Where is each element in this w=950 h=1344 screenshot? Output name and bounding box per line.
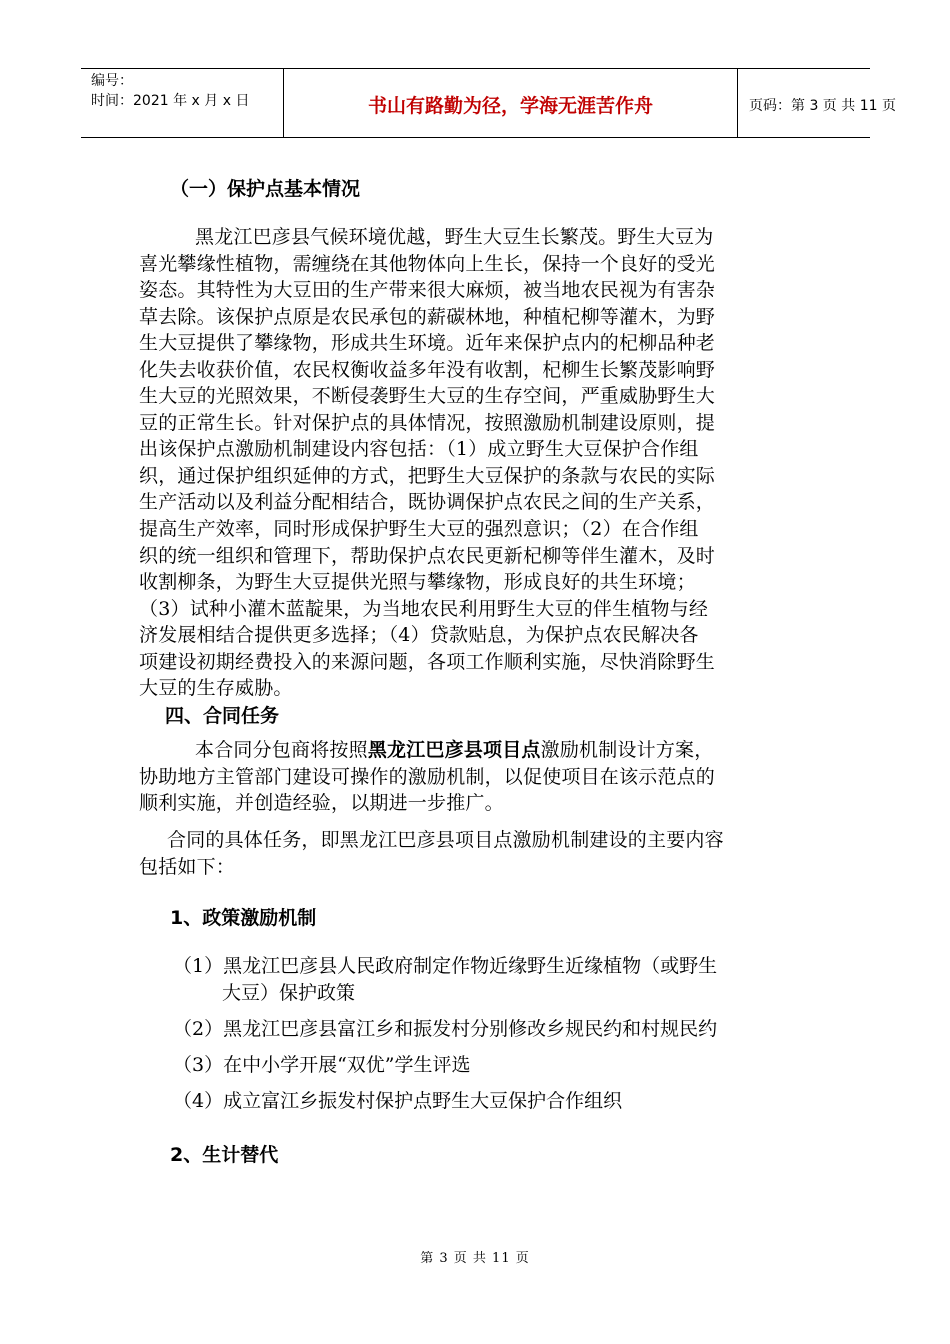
paragraph-line: 顺利实施，并创造经验，以期进一步推广。: [139, 792, 504, 815]
header-motto-cell: [283, 69, 738, 137]
motto-text: 书山有路勤为径，学海无涯苦作舟: [367, 95, 653, 117]
list-item-continuation: 大豆）保护政策: [222, 982, 356, 1004]
paragraph-line: 黑龙江巴彦县气候环境优越，野生大豆生长繁茂。野生大豆为: [195, 226, 714, 248]
date-label: 时间：2021 年 x 月 x 日: [91, 93, 250, 109]
basic-info-paragraph: [139, 224, 819, 702]
section-heading-basic-info: （一）保护点基本情况: [170, 178, 361, 200]
paragraph-line: 姿态。其特性为大豆田的生产带来很大麻烦，被当地农民视为有害杂: [139, 279, 716, 302]
list-item: （2）黑龙江巴彦县富江乡和振发村分别修改乡规民约和村规民约: [173, 1018, 718, 1040]
paragraph-line: 织的统一组织和管理下，帮助保护点农民更新杞柳等伴生灌木，及时: [139, 544, 716, 567]
paragraph-line: 济发展相结合提供更多选择；（4）贷款贴息，为保护点农民解决各: [139, 624, 699, 647]
paragraph-line: 提高生产效率，同时形成保护野生大豆的强烈意识；（2）在合作组: [139, 518, 699, 541]
text-run: 激励机制设计方案，: [540, 739, 714, 761]
paragraph-line: 喜光攀缘性植物，需缠绕在其他物体向上生长，保持一个良好的受光: [139, 252, 716, 275]
list-item: （1）黑龙江巴彦县人民政府制定作物近缘野生近缘植物（或野生: [173, 955, 718, 977]
paragraph-line: 豆的正常生长。针对保护点的具体情况，按照激励机制建设原则，提: [139, 411, 716, 434]
paragraph-line: 织，通过保护组织延伸的方式，把野生大豆保护的条款与农民的实际: [139, 464, 716, 487]
number-label: 编号：: [91, 73, 133, 89]
paragraph-line: 包括如下：: [139, 855, 236, 878]
paragraph-line: （3）试种小灌木蓝靛果，为当地农民利用野生大豆的伴生植物与经: [139, 597, 709, 620]
page-footer: 第 3 页 共 11 页: [420, 1251, 530, 1266]
paragraph-line: 出该保护点激励机制建设内容包括：（1）成立野生大豆保护合作组: [139, 438, 699, 461]
page-header: [81, 68, 896, 138]
list-item: （4）成立富江乡振发村保护点野生大豆保护合作组织: [173, 1090, 623, 1112]
paragraph-line: 生大豆提供了攀缘物，形成共生环境。近年来保护点内的杞柳品种老: [139, 332, 716, 355]
paragraph-line: 生产活动以及利益分配相结合，既协调保护点农民之间的生产关系，: [139, 491, 716, 514]
header-page-cell: [737, 69, 896, 137]
paragraph-line: 化失去收获价值，农民权衡收益多年没有收割，杞柳生长繁茂影响野: [139, 358, 716, 381]
contract-tasks-paragraph: [139, 827, 819, 880]
section-heading-contract-tasks: 四、合同任务: [165, 705, 280, 727]
paragraph-line: 收割柳条，为野生大豆提供光照与攀缘物，形成良好的共生环境；: [139, 571, 696, 594]
text-run: 本合同分包商将按照: [195, 739, 368, 761]
list-item: （3）在中小学开展“双优”学生评选: [173, 1054, 471, 1076]
paragraph-line: 草去除。该保护点原是农民承包的薪碳林地，种植杞柳等灌木，为野: [139, 305, 716, 328]
paragraph-line: 生大豆的光照效果，不断侵袭野生大豆的生存空间，严重威胁野生大: [139, 385, 716, 408]
contract-intro-paragraph: [139, 737, 819, 817]
paragraph-line: [139, 737, 819, 764]
subsection-heading-livelihood: 2、生计替代: [170, 1144, 279, 1166]
header-page-label: 页码：第 3 页 共 11 页: [749, 98, 896, 114]
paragraph-line: 大豆的生存威胁。: [139, 677, 293, 700]
paragraph-line: 合同的具体任务，即黑龙江巴彦县项目点激励机制建设的主要内容: [167, 829, 724, 851]
header-meta-cell: [81, 69, 283, 137]
paragraph-line: 协助地方主管部门建设可操作的激励机制，以促使项目在该示范点的: [139, 765, 716, 788]
paragraph-line: 项建设初期经费投入的来源问题，各项工作顺利实施，尽快消除野生: [139, 650, 716, 673]
subsection-heading-policy: 1、政策激励机制: [170, 907, 317, 929]
project-site-name: 黑龙江巴彦县项目点: [367, 739, 541, 761]
